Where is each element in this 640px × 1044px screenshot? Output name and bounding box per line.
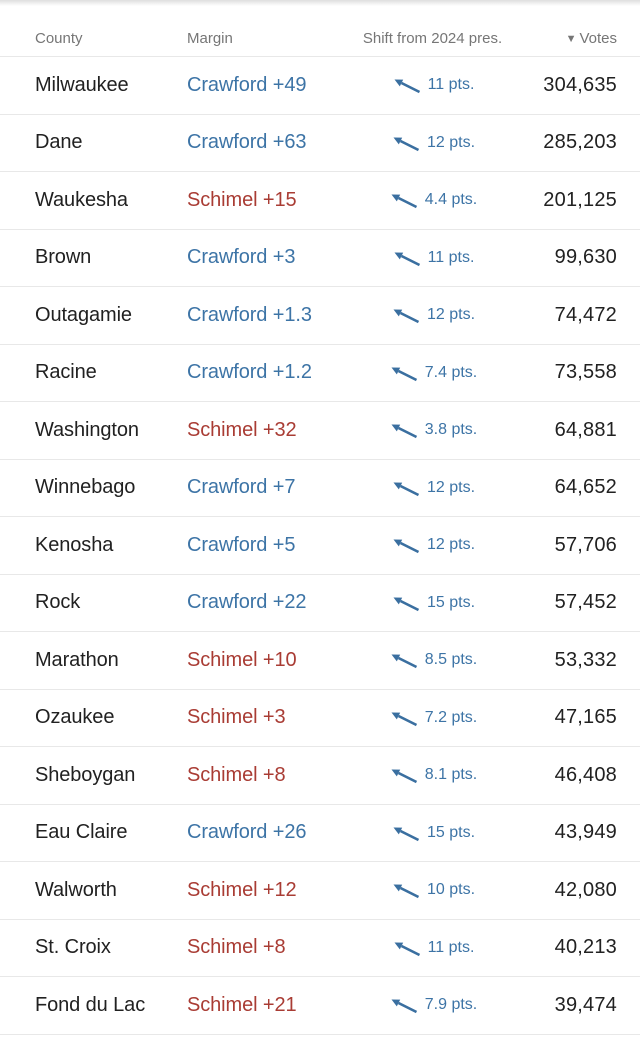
margin-value: Schimel +8 [187,936,286,959]
county-name: Winnebago [35,476,136,499]
votes-value: 43,949 [554,821,617,844]
margin-value: Crawford +22 [187,591,307,614]
table-row [0,402,640,460]
shift-value: 7.9 pts. [424,996,478,1014]
votes-value: 99,630 [554,246,617,269]
shift-cell [350,709,515,727]
shift-value: 12 pts. [426,133,476,151]
shift-value: 12 pts. [426,478,476,496]
county-name: Waukesha [35,188,128,211]
table-row [0,172,640,230]
shift-value: 12 pts. [426,306,476,324]
shift-value: 7.4 pts. [424,363,478,381]
shift-value: 7.2 pts. [424,708,478,726]
table-row [0,862,640,920]
shift-value: 11 pts. [427,248,475,266]
margin-value: Schimel +12 [187,878,297,901]
table-row [0,920,640,978]
votes-value: 47,165 [554,706,617,729]
arrow-up-left-icon [388,421,418,439]
arrow-up-left-icon [391,939,421,957]
votes-value: 74,472 [554,303,617,326]
column-header-votes-label: Votes [579,30,617,47]
arrow-up-left-icon [391,76,421,94]
arrow-up-left-icon [390,134,420,152]
table-row [0,805,640,863]
shift-cell [350,249,515,267]
column-header-county[interactable]: County [35,30,83,47]
county-name: Washington [35,418,139,441]
votes-value: 285,203 [543,131,617,154]
county-name: Outagamie [35,303,132,326]
county-name: Sheboygan [35,763,136,786]
votes-value: 201,125 [543,188,617,211]
shift-cell [350,996,515,1014]
shift-cell [350,479,515,497]
margin-value: Crawford +63 [187,131,307,154]
column-header-shift[interactable]: Shift from 2024 pres. [362,30,503,47]
county-name: Ozaukee [35,706,115,729]
arrow-up-left-icon [391,249,421,267]
shift-cell [350,536,515,554]
county-name: St. Croix [35,936,111,959]
county-name: Marathon [35,648,119,671]
shift-cell [350,594,515,612]
shift-value: 8.5 pts. [424,651,478,669]
shift-value: 15 pts. [426,823,476,841]
table-body [0,57,640,1035]
table-header-row [0,6,640,57]
shift-value: 3.8 pts. [424,421,478,439]
shift-cell [350,651,515,669]
shift-cell [350,881,515,899]
county-name: Brown [35,246,92,269]
votes-value: 64,881 [554,418,617,441]
shift-value: 4.4 pts. [424,191,478,209]
votes-value: 42,080 [554,878,617,901]
table-row [0,690,640,748]
margin-value: Crawford +5 [187,533,296,556]
table-row [0,632,640,690]
shift-cell [350,364,515,382]
arrow-up-left-icon [390,594,420,612]
votes-value: 57,452 [554,591,617,614]
shift-cell [350,306,515,324]
county-name: Fond du Lac [35,993,146,1016]
margin-value: Schimel +32 [187,418,297,441]
margin-value: Schimel +8 [187,763,286,786]
table-row [0,287,640,345]
shift-cell [350,824,515,842]
arrow-up-left-icon [390,479,420,497]
shift-value: 8.1 pts. [424,766,478,784]
votes-value: 73,558 [554,361,617,384]
shift-cell [350,766,515,784]
triangle-down-icon: ▼ [565,33,577,45]
table-row [0,57,640,115]
shift-value: 11 pts. [427,76,475,94]
votes-value: 304,635 [543,73,617,96]
shift-cell [350,191,515,209]
margin-value: Schimel +10 [187,648,297,671]
arrow-up-left-icon [388,651,418,669]
margin-value: Crawford +1.2 [187,361,312,384]
votes-value: 39,474 [554,993,617,1016]
table-row [0,115,640,173]
county-name: Eau Claire [35,821,128,844]
table-row [0,345,640,403]
table-row [0,977,640,1035]
shift-value: 11 pts. [427,938,475,956]
table-row [0,517,640,575]
shift-cell [350,134,515,152]
arrow-up-left-icon [390,306,420,324]
table-row [0,575,640,633]
shift-cell [350,421,515,439]
votes-value: 46,408 [554,763,617,786]
arrow-up-left-icon [388,191,418,209]
shift-value: 15 pts. [426,593,476,611]
arrow-up-left-icon [388,996,418,1014]
margin-value: Crawford +3 [187,246,296,269]
arrow-up-left-icon [388,709,418,727]
arrow-up-left-icon [390,881,420,899]
table-row [0,230,640,288]
votes-value: 53,332 [554,648,617,671]
arrow-up-left-icon [388,364,418,382]
arrow-up-left-icon [390,824,420,842]
county-name: Walworth [35,878,117,901]
margin-value: Crawford +26 [187,821,307,844]
county-name: Milwaukee [35,73,129,96]
arrow-up-left-icon [390,536,420,554]
shift-cell [350,939,515,957]
shift-value: 12 pts. [426,536,476,554]
shift-value: 10 pts. [426,881,476,899]
votes-value: 64,652 [554,476,617,499]
table-row [0,460,640,518]
shift-cell [350,76,515,94]
margin-value: Schimel +15 [187,188,297,211]
votes-value: 40,213 [554,936,617,959]
margin-value: Crawford +49 [187,73,307,96]
margin-value: Schimel +3 [187,706,286,729]
column-header-votes[interactable] [515,30,617,47]
margin-value: Crawford +7 [187,476,296,499]
votes-value: 57,706 [554,533,617,556]
column-header-margin[interactable]: Margin [187,30,233,47]
table-row [0,747,640,805]
county-name: Kenosha [35,533,114,556]
arrow-up-left-icon [388,766,418,784]
county-name: Dane [35,131,83,154]
county-name: Racine [35,361,97,384]
margin-value: Crawford +1.3 [187,303,312,326]
margin-value: Schimel +21 [187,993,297,1016]
county-name: Rock [35,591,81,614]
